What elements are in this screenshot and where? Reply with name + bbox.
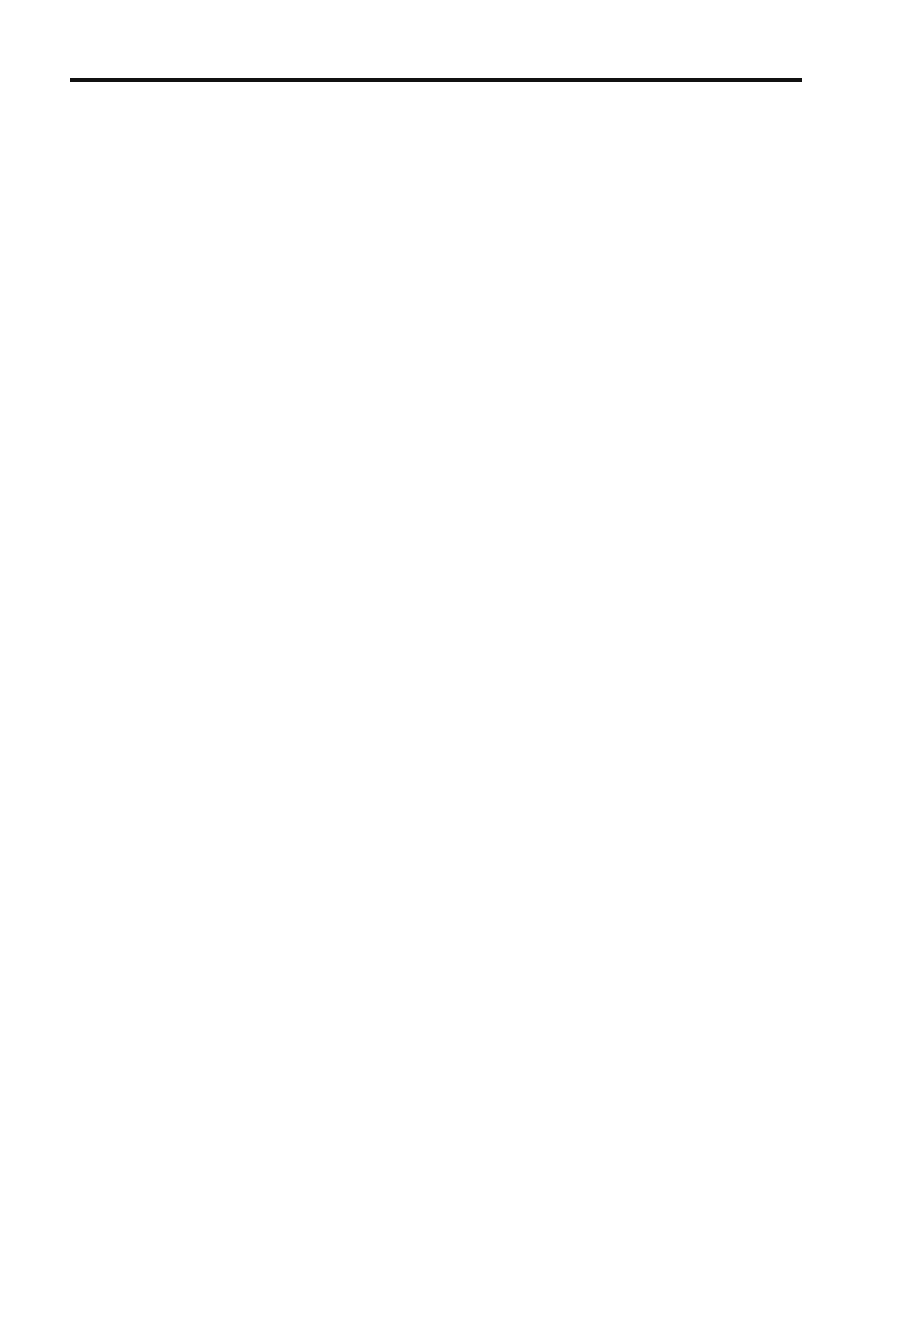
header-rule	[70, 78, 802, 82]
page-header	[52, 58, 820, 102]
